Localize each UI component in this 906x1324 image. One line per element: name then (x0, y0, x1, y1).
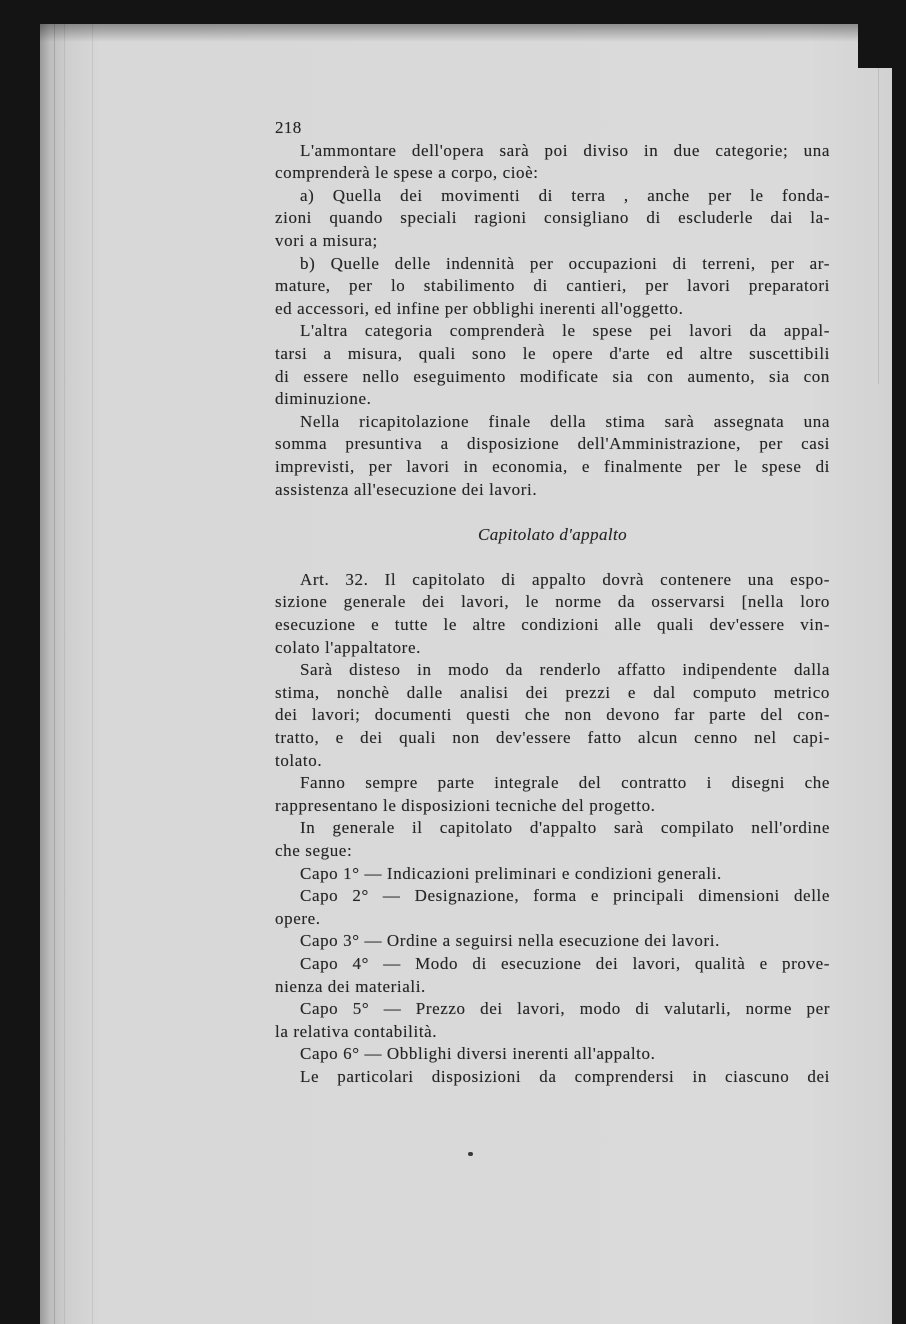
text-line: di essere nello eseguimento modificate sia con aumento, sia con (275, 366, 830, 386)
paragraph (275, 253, 830, 321)
scan-corner-shadow (858, 24, 892, 68)
text-line: nienza dei materiali. (275, 976, 426, 996)
text-line: Capo 2° — Designazione, forma e principali dimensioni delle (300, 886, 830, 906)
gutter-line (64, 24, 65, 1324)
section-heading: Capitolato d'appalto (477, 524, 628, 544)
ink-speck (468, 1152, 473, 1156)
text-line: L'ammontare dell'opera sarà poi diviso in due categorie; una (300, 140, 830, 160)
text-line: tarsi a misura, quali sono le opere d'arte ed altre suscettibili (275, 343, 830, 363)
gutter-line (92, 24, 93, 1324)
paragraph (275, 411, 830, 501)
text-line: opere. (275, 908, 321, 928)
text-line: dei lavori; documenti questi che non devono far parte del con- (275, 705, 830, 725)
paragraph (275, 320, 830, 410)
text-line: Sarà disteso in modo da renderlo affatto indipendente dalla (300, 660, 830, 680)
text-line: somma presuntiva a disposizione dell'Amministrazione, per casi (275, 434, 830, 454)
paragraph (275, 817, 830, 862)
paragraph (275, 1066, 830, 1089)
text-line: Nella ricapitolazione finale della stima sarà assegnata una (300, 411, 830, 431)
text-line: comprenderà le spese a corpo, cioè: (275, 163, 539, 183)
text-line: Capo 3° — Ordine a seguirsi nella esecuzione dei lavori. (300, 931, 720, 951)
page-text (275, 117, 830, 1089)
list-item (275, 885, 830, 930)
text-line: la relativa contabilità. (275, 1021, 438, 1041)
text-line: zioni quando speciali ragioni consigliano di escluderle dai la- (275, 208, 830, 228)
page-top-shadow (40, 24, 892, 42)
list-item (275, 930, 830, 953)
text-line: esecuzione e tutte le altre condizioni alle quali dev'essere vin- (275, 615, 830, 635)
list-item (275, 998, 830, 1043)
text-line: a) Quella dei movimenti di terra , anche per le fonda- (300, 185, 830, 205)
paragraph (275, 659, 830, 772)
text-line: Capo 6° — Obblighi diversi inerenti all'appalto. (300, 1044, 656, 1064)
paragraph (275, 140, 830, 185)
text-line: rappresentano le disposizioni tecniche del progetto. (275, 795, 656, 815)
text-line: Capo 4° — Modo di esecuzione dei lavori, qualità e prove- (300, 953, 830, 973)
text-line: tolato. (275, 750, 323, 770)
text-line: Capo 5° — Prezzo dei lavori, modo di valutarli, norme per (300, 999, 830, 1019)
text-line: sizione generale dei lavori, le norme da osservarsi [nella loro (275, 592, 830, 612)
text-line: Art. 32. Il capitolato di appalto dovrà contenere una espo- (300, 569, 830, 589)
list-item (275, 953, 830, 998)
text-line: diminuzione. (275, 389, 372, 409)
text-line: L'altra categoria comprenderà le spese pei lavori da appal- (300, 321, 830, 341)
text-line: colato l'appaltatore. (275, 637, 421, 657)
text-line: In generale il capitolato d'appalto sarà compilato nell'ordine (300, 818, 830, 838)
text-line: b) Quelle delle indennità per occupazioni di terreni, per ar- (300, 253, 830, 273)
text-line: Capo 1° — Indicazioni preliminari e condizioni generali. (300, 863, 722, 883)
text-line: vori a misura; (275, 230, 378, 250)
text-line: Fanno sempre parte integrale del contratto i disegni che (300, 773, 830, 793)
page-number: 218 (275, 118, 302, 137)
text-line: stima, nonchè dalle analisi dei prezzi e dal computo metrico (275, 682, 830, 702)
text-line: Le particolari disposizioni da comprendersi in ciascuno dei (300, 1066, 830, 1086)
list-item (275, 1043, 830, 1066)
text-line: che segue: (275, 841, 353, 860)
paragraph (275, 772, 830, 817)
page-fold (878, 64, 879, 384)
list-item (275, 863, 830, 886)
gutter-line (54, 24, 55, 1324)
paragraph (275, 185, 830, 253)
text-line: assistenza all'esecuzione dei lavori. (275, 479, 538, 499)
paragraph (275, 569, 830, 659)
text-line: tratto, e dei quali non dev'essere fatto alcun cenno nel capi- (275, 728, 830, 748)
text-line: ed accessori, ed infine per obblighi inerenti all'oggetto. (275, 298, 684, 318)
text-line: imprevisti, per lavori in economia, e finalmente per le spese di (275, 456, 830, 476)
text-line: mature, per lo stabilimento di cantieri, per lavori preparatori (275, 276, 830, 296)
